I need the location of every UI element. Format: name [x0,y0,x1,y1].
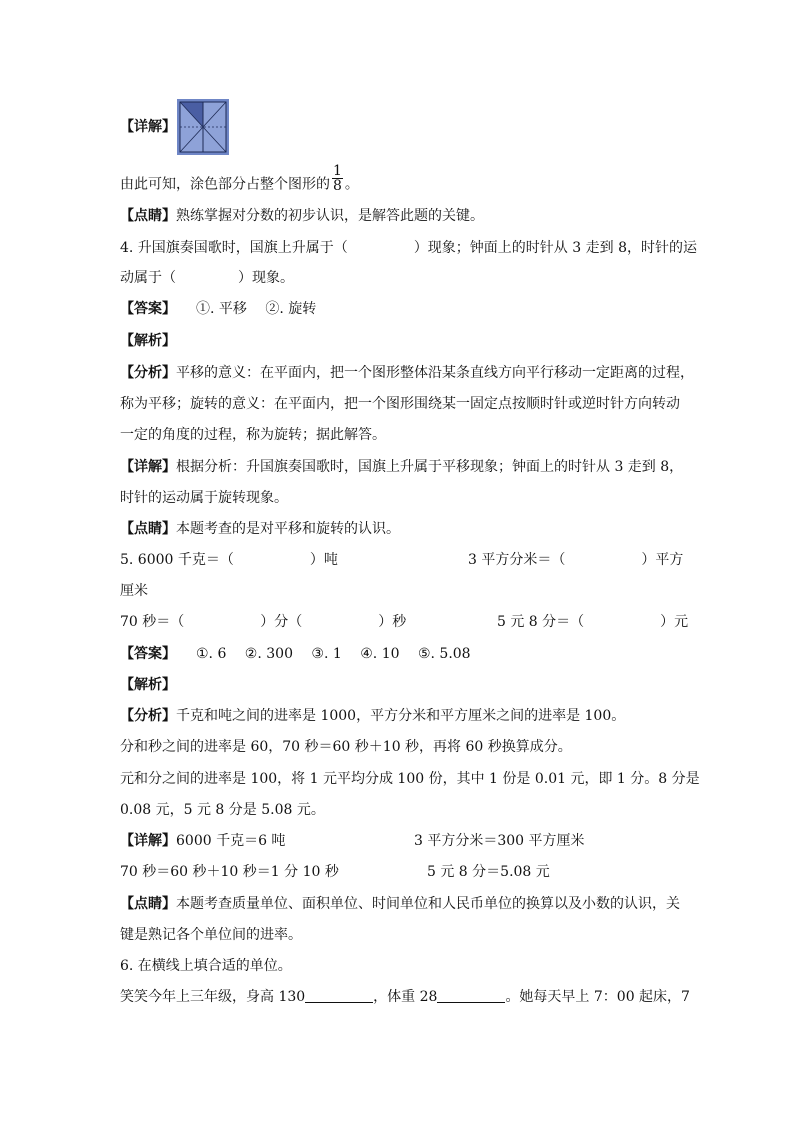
q4-detail-line-1 [120,457,683,477]
tip-label: 【点睛】 [120,896,176,912]
q3-result-text: 由此可知，涂色部分占整个图形的 [120,176,330,193]
q4-analysis-line-1 [120,363,694,383]
q4-analysis-line-2 [120,394,680,414]
q4-parse-line [120,331,176,351]
q6-text: ，体重 28 [373,989,438,1005]
detail-text: 时针的运动属于旋转现象。 [120,490,288,506]
q4-text-a: 4. 升国旗奏国歌时，国旗上升属于（ [120,240,348,256]
q6-text: 。她每天早上 7：00 起床，7 [505,989,690,1005]
q5-detail-line-2 [120,862,339,882]
parse-label: 【解析】 [120,677,176,693]
q5-text: 70 秒＝（ [120,614,185,630]
q5-question-c [120,612,406,632]
tip-text: 熟练掌握对分数的初步认识，是解答此题的关键。 [176,208,484,224]
q5-detail-line-1 [120,831,285,851]
tip-label: 【点睛】 [120,521,176,537]
q5-question-d [497,612,688,632]
detail-label: 【详解】 [120,459,176,475]
q4-tip-line [120,519,400,539]
q5-answer-line [120,644,471,664]
analysis-text: 分和秒之间的进率是 60，70 秒＝60 秒＋10 秒，再将 60 秒换算成分。 [120,739,572,755]
q5-question-b [468,550,683,570]
q6-text: 笑笑今年上三年级，身高 130 [120,989,306,1005]
folded-square-figure [177,99,229,155]
q4-question-line-1 [120,238,697,258]
answer-label: 【答案】 [120,301,176,317]
q4-text-b: ）现象；钟面上的时针从 3 走到 8，时针的运 [413,240,697,256]
parse-label: 【解析】 [120,333,176,349]
q5-detail-d [427,862,550,882]
q5-text: ）秒 [378,614,407,630]
q5-question-b-wrap [120,581,148,601]
detail-text: 6000 千克＝6 吨 [176,833,286,849]
q5-text: ）吨 [309,552,338,568]
tip-text: 键是熟记各个单位间的进率。 [120,927,302,943]
analysis-text: 千克和吨之间的进率是 1000，平方分米和平方厘米之间的进率是 100。 [176,708,626,724]
q5-analysis-line-1 [120,706,625,726]
q5-text: 3 平方分米＝（ [468,552,566,568]
analysis-text: 元和分之间的进率是 100，将 1 元平均分成 100 份，其中 1 份是 0.01 元，即 1 分。8 分是 [120,771,700,787]
detail-text: 5 元 8 分＝5.08 元 [427,864,550,880]
detail-label: 【详解】 [120,119,176,135]
q6-question-line [120,987,690,1007]
q4-text-c: 动属于（ [120,270,176,286]
q5-question-a [120,550,338,570]
analysis-text: 称为平移；旋转的意义：在平面内，把一个图形围绕某一固定点按顺时针或逆时针方向转动 [120,396,680,412]
q5-detail-b [414,831,585,851]
tip-label: 【点睛】 [120,208,176,224]
q5-text: ）分（ [260,614,303,630]
q5-analysis-line-3 [120,769,700,789]
q3-detail-line [120,117,176,137]
analysis-label: 【分析】 [120,365,176,381]
q5-analysis-line-2 [120,737,572,757]
q5-text: ）元 [660,614,689,630]
q6-title: 6. 在横线上填合适的单位。 [120,958,292,974]
detail-text: 70 秒＝60 秒＋10 秒＝1 分 10 秒 [120,864,339,880]
q4-analysis-line-3 [120,425,386,445]
q5-text: ）平方 [641,552,684,568]
q5-tip-line-2 [120,925,302,945]
q3-tip-line [120,206,484,226]
analysis-text: 0.08 元，5 元 8 分是 5.08 元。 [120,802,325,818]
q5-analysis-line-4 [120,800,325,820]
answer-text: ①. 6 ②. 300 ③. 1 ④. 10 ⑤. 5.08 [196,646,471,662]
analysis-text: 一定的角度的过程，称为旋转；据此解答。 [120,427,386,443]
q5-text: 5 元 8 分＝（ [497,614,585,630]
q3-result-end: 。 [344,176,359,193]
q5-parse-line [120,675,176,695]
analysis-label: 【分析】 [120,708,176,724]
tip-text: 本题考查质量单位、面积单位、时间单位和人民币单位的换算以及小数的认识，关 [176,896,680,912]
answer-label: 【答案】 [120,646,176,662]
fraction-numerator: 1 [333,163,342,179]
fraction-one-eighth [332,164,343,193]
detail-text: 根据分析：升国旗奏国歌时，国旗上升属于平移现象；钟面上的时针从 3 走到 8， [176,459,684,475]
fraction-denominator: 8 [333,178,342,194]
tip-text: 本题考查的是对平移和旋转的认识。 [176,521,400,537]
fill-underline [305,988,373,1003]
q4-detail-line-2 [120,488,288,508]
q4-answer-line [120,299,316,319]
q5-text: 厘米 [120,583,148,599]
detail-label: 【详解】 [120,833,176,849]
q4-question-line-2 [120,268,294,288]
detail-text: 3 平方分米＝300 平方厘米 [414,833,585,849]
fill-underline [437,988,505,1003]
q4-text-d: ）现象。 [238,270,294,286]
q3-result-line [120,163,359,199]
q6-title-line [120,956,292,976]
q5-text: 5. 6000 千克＝（ [120,552,234,568]
analysis-text: 平移的意义：在平面内，把一个图形整体沿某条直线方向平行移动一定距离的过程， [176,365,694,381]
answer-text: ①. 平移 ②. 旋转 [196,301,317,317]
q5-tip-line-1 [120,894,680,914]
